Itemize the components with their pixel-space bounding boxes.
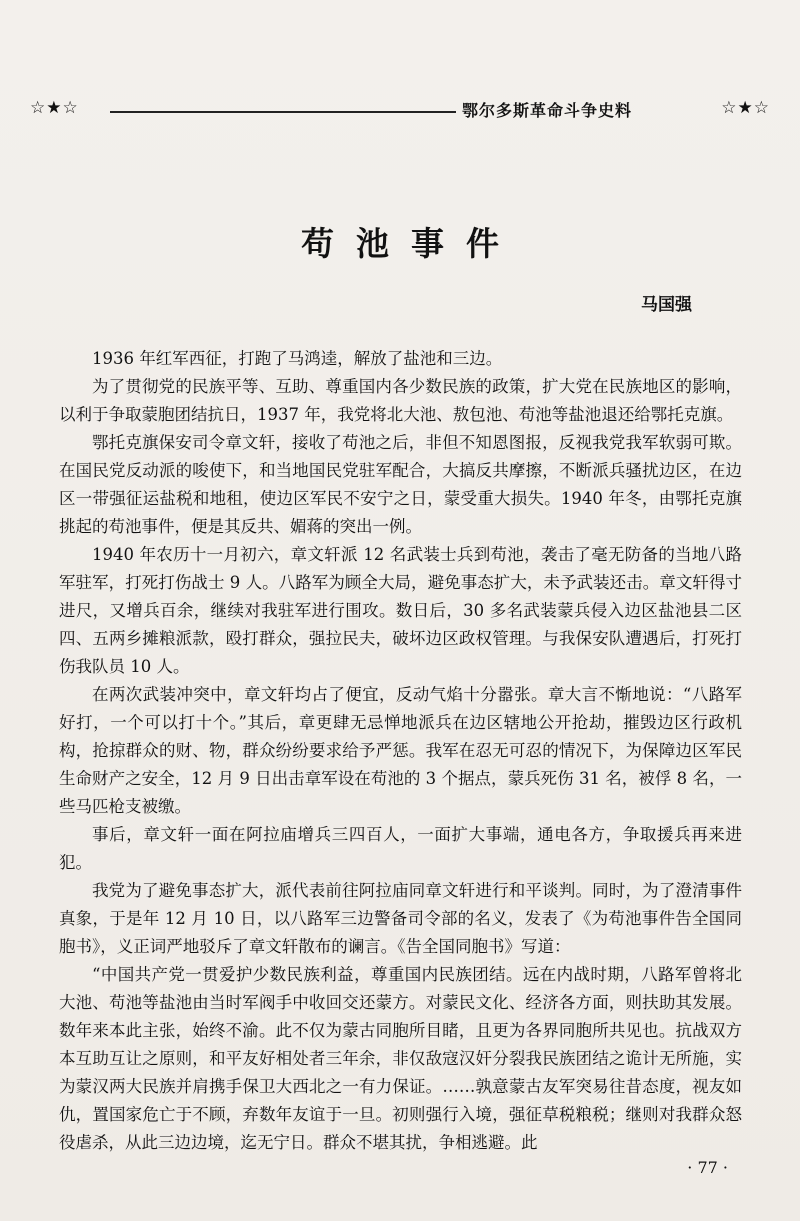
article-author: 马国强 [641, 295, 692, 315]
running-header [30, 98, 770, 124]
series-title: 鄂尔多斯革命斗争史料 [462, 101, 633, 120]
page-number: · 77 · [687, 1158, 728, 1177]
paragraph: 鄂托克旗保安司令章文轩，接收了苟池之后，非但不知恩图报，反视我党我军软弱可欺。在国民党反动派的唆使下，和当地国民党驻军配合，大搞反共摩擦，不断派兵骚扰边区，在边区一带强征运盐税和地租，使边区军民不安宁之日，蒙受重大损失。1940 年冬，由鄂托克旗挑起的苟池事件，便是其反共、媚蒋的突出一例。 [59, 433, 742, 536]
paragraph: 在两次武装冲突中，章文轩均占了便宜，反动气焰十分嚣张。章大言不惭地说：“八路军好打，一个可以打十个。”其后，章更肆无忌惮地派兵在边区辖地公开抢劫，摧毁边区行政机构，抢掠群众的财、物，群众纷纷要求给予严惩。我军在忍无可忍的情况下，为保障边区军民生命财产之安全，12 月 9 日出击章军设在苟池的 3 个据点，蒙兵死伤 31 名，被俘 8 名，一些马匹枪支被缴。 [59, 685, 742, 816]
article-title: 苟池事件 [301, 224, 521, 263]
paragraph: “中国共产党一贯爱护少数民族利益，尊重国内民族团结。远在内战时期，八路军曾将北大池、苟池等盐池由当时军阀手中收回交还蒙方。对蒙民文化、经济各方面，则扶助其发展。数年来本此主张，始终不渝。此不仅为蒙古同胞所目睹，且更为各界同胞所共见也。抗战双方本互助互让之原则，和平友好相处者三年余，非仅敌寇汉奸分裂我民族团结之诡计无所施，实为蒙汉两大民族并肩携手保卫大西北之一有力保证。……孰意蒙古友军突易往昔态度，视友如仇，置国家危亡于不顾，弃数年友谊于一旦。初则强行入境，强征草税粮税；继则对我群众怒役虐杀，从此三边边境，迄无宁日。群众不堪其扰，争相逃避。此 [59, 965, 742, 1152]
header-stars-left: ☆★☆ [30, 98, 79, 118]
article-body [59, 345, 742, 1157]
header-rule [110, 111, 456, 113]
paragraph: 为了贯彻党的民族平等、互助、尊重国内各少数民族的政策，扩大党在民族地区的影响，以利于争取蒙胞团结抗日，1937 年，我党将北大池、敖包池、苟池等盐池退还给鄂托克旗。 [59, 377, 742, 424]
paragraph: 1940 年农历十一月初六，章文轩派 12 名武装士兵到苟池，袭击了毫无防备的当地八路军驻军，打死打伤战士 9 人。八路军为顾全大局，避免事态扩大，未予武装还击。章文轩得寸进尺，又增兵百余，继续对我驻军进行围攻。数日后，30 多名武装蒙兵侵入边区盐池县二区四、五两乡摊粮派款，殴打群众，强拉民夫，破坏边区政权管理。与我保安队遭遇后，打死打伤我队员 10 人。 [59, 545, 742, 676]
paragraph: 1936 年红军西征，打跑了马鸿逵，解放了盐池和三边。 [92, 349, 503, 368]
header-stars-right: ☆★☆ [721, 98, 770, 118]
paragraph: 事后，章文轩一面在阿拉庙增兵三四百人，一面扩大事端，通电各方，争取援兵再来进犯。 [59, 825, 742, 872]
paragraph: 我党为了避免事态扩大，派代表前往阿拉庙同章文轩进行和平谈判。同时，为了澄清事件真象，于是年 12 月 10 日，以八路军三边警备司令部的名义，发表了《为苟池事件告全国同胞书》，义正词严地驳斥了章文轩散布的谰言。《告全国同胞书》写道： [59, 881, 742, 956]
